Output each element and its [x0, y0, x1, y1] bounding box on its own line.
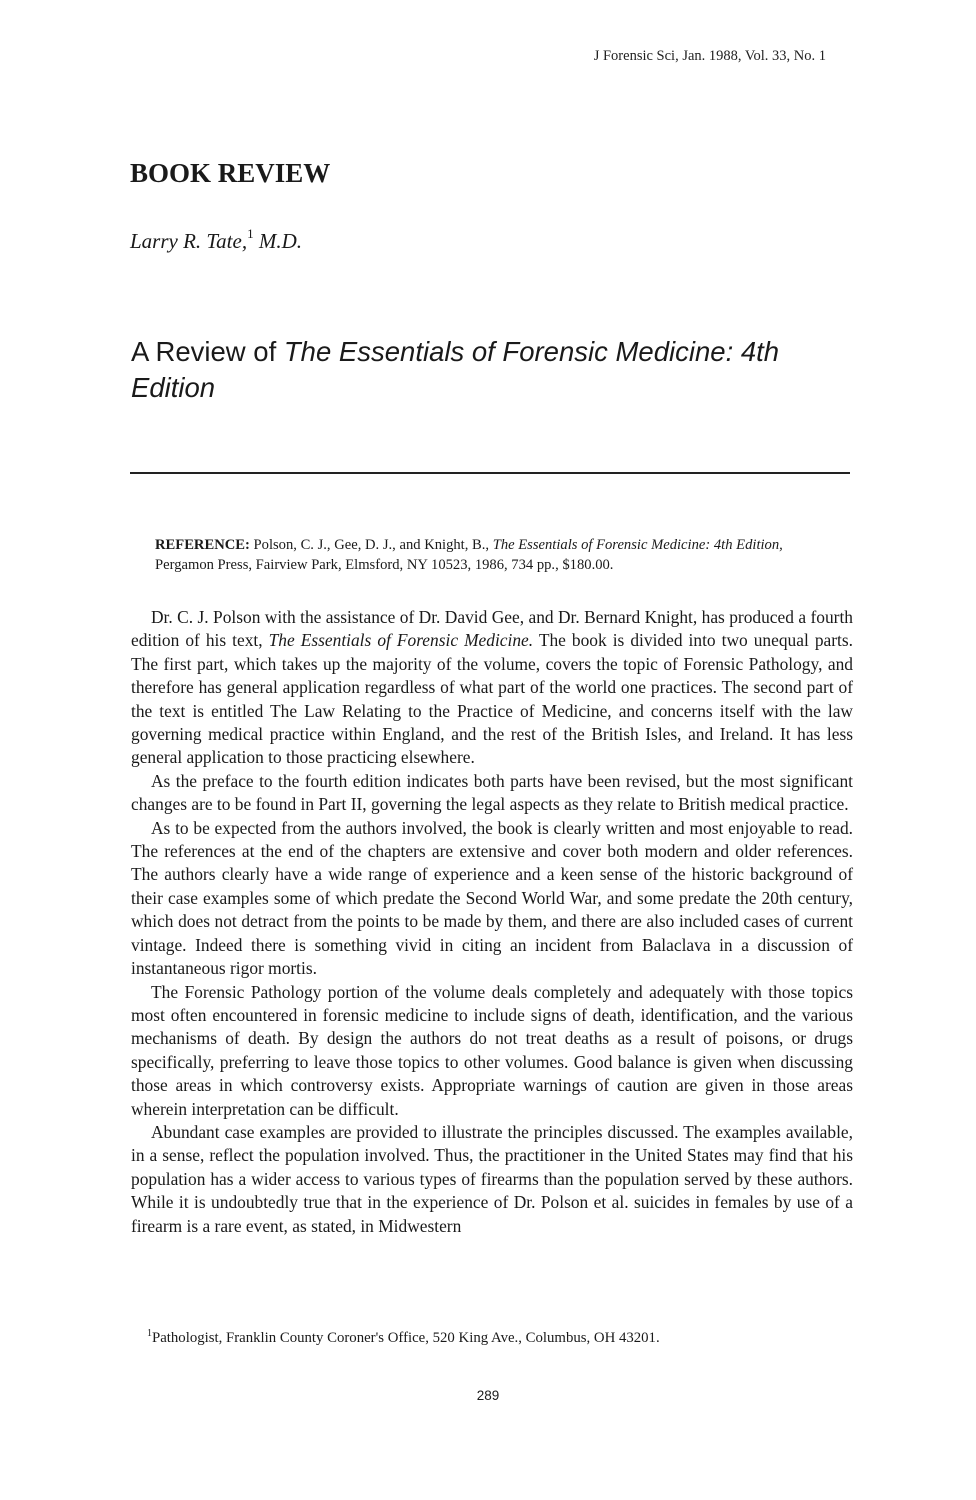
section-title: BOOK REVIEW [130, 158, 331, 188]
body-paragraph-4: The Forensic Pathology portion of the volume deals completely and adequately with those topics most often encountered in forensic medicine to include signs of death, identification, and the various mechanisms of death. By design the authors do not treat deaths as a result of poisons, or drugs specifically, preferring to leave those topics to other volumes. Good balance is given when discussing those areas in which controversy exists. Appropriate warnings of caution are given in those areas wherein interpretation can be difficult. [131, 981, 853, 1119]
reference-book-title: The Essentials of Forensic Medicine: 4th Edition, [492, 537, 783, 553]
article-title [131, 334, 831, 406]
reference-publisher: Pergamon Press, Fairview Park, Elmsford, NY 10523, 1986, 734 pp., $180.00. [155, 557, 614, 573]
reference-block [155, 535, 835, 575]
body-paragraph-3: As to be expected from the authors involved, the book is clearly written and most enjoyable to read. The references at the end of the chapters are extensive and cover both modern and older references. The authors clearly have a wide range of experience and a keen sense of the historic background of their case examples some of which predate the Second World War, and some predate the 20th century, which does not detract from the points to be made by them, and there are also included cases of current vintage. Indeed there is something vivid in citing an incident from Balaclava in a discussion of instantaneous rigor mortis. [131, 817, 853, 979]
running-head: J Forensic Sci, Jan. 1988, Vol. 33, No. 1 [593, 48, 826, 64]
article-body [131, 606, 853, 1238]
page-number: 289 [476, 1388, 500, 1403]
author-degree: M.D. [258, 229, 303, 253]
p1-book-title: The Essentials of Forensic Medicine. [268, 630, 534, 651]
article-title-book: The Essentials of Forensic Medicine: 4th Edition [131, 336, 780, 403]
reference-label: REFERENCE: [155, 537, 250, 553]
p1-text-start: Dr. C. J. Polson with the assistance of Dr. David Gee, and Dr. Bernard Knight, has produced a fourth edition of his text, [131, 607, 853, 651]
author-footnote-mark: 1 [247, 226, 254, 241]
body-paragraph-2: As the preface to the fourth edition indicates both parts have been revised, but the most significant changes are to be found in Part II, governing the legal aspects as they relate to British medical practice. [131, 770, 853, 815]
footnote-mark: 1 [147, 1328, 152, 1339]
reference-authors: Polson, C. J., Gee, D. J., and Knight, B., [253, 537, 490, 553]
p1-text-end: The book is divided into two unequal parts. The first part, which takes up the majority of the volume, covers the topic of Forensic Pathology, and therefore has general application regardless of what part of the world one practices. The second part of the text is entitled The Law Relating to the Practice of Medicine, and concerns itself with the law governing medical practice within England, and the rest of the British Isles, and Ireland. It has less general application to those practicing elsewhere. [131, 630, 853, 768]
footnote [147, 1328, 847, 1347]
footnote-text: Pathologist, Franklin County Coroner's Office, 520 King Ave., Columbus, OH 43201. [152, 1329, 660, 1346]
body-paragraph-5: Abundant case examples are provided to illustrate the principles discussed. The examples available, in a sense, reflect the population involved. Thus, the practitioner in the United States may find that his population has a wider access to various types of firearms than the population served by these authors. While it is undoubtedly true that in the experience of Dr. Polson et al. suicides in females by use of a firearm is a rare event, as stated, in Midwestern [131, 1121, 853, 1236]
author-name: Larry R. Tate, [130, 229, 248, 253]
title-divider [130, 472, 850, 474]
body-paragraph-1 [131, 606, 853, 770]
article-title-prefix: A Review of [131, 336, 284, 367]
author-line [130, 228, 302, 254]
